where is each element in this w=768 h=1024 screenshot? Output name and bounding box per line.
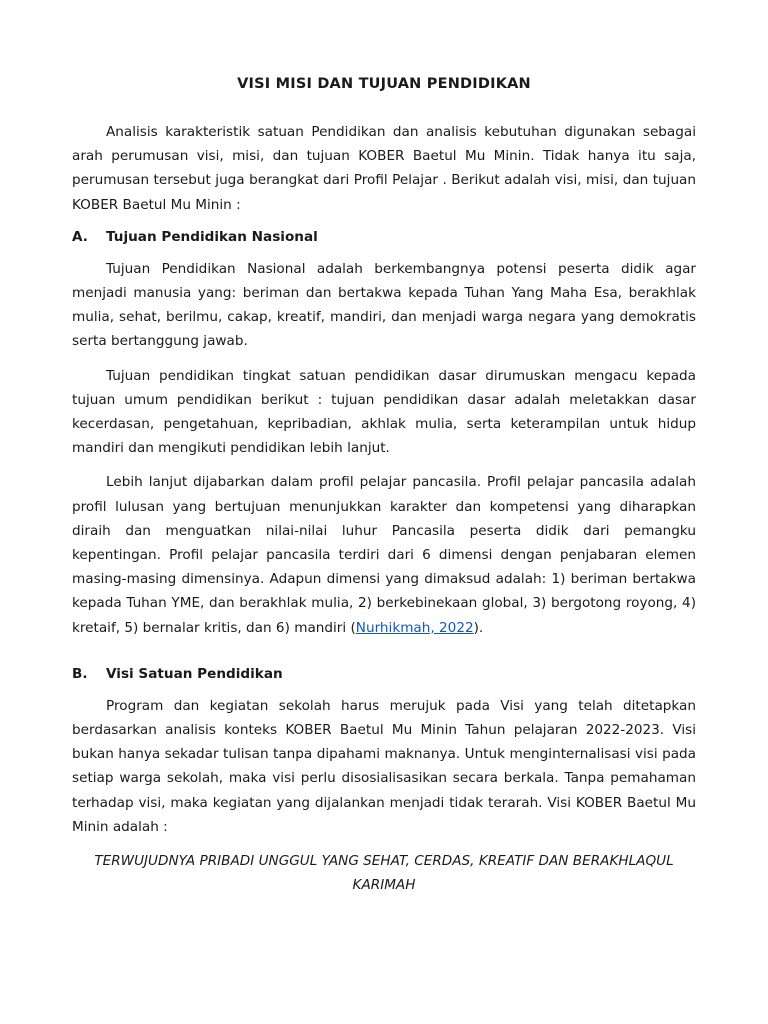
section-a-paragraph-2: Tujuan pendidikan tingkat satuan pendidikan dasar dirumuskan mengacu kepada tujuan umum pendidikan berikut : tujuan pendidikan dasar adalah meletakkan dasar kecerdasan, pengetahuan, kepribadian, akhlak mulia, serta keterampilan untuk hidup mandiri dan mengikuti pendidikan lebih lanjut.: [72, 367, 696, 457]
vision-statement: TERWUJUDNYA PRIBADI UNGGUL YANG SEHAT, CERDAS, KREATIF DAN BERAKHLAQUL KARIMAH: [94, 853, 674, 894]
section-a-heading: [72, 227, 696, 247]
section-a-letter: A.: [72, 228, 88, 245]
section-a-title: Tujuan Pendidikan Nasional: [106, 228, 318, 245]
intro-paragraph: Analisis karakteristik satuan Pendidikan dan analisis kebutuhan digunakan sebagai arah perumusan visi, misi, dan tujuan KOBER Baetul Mu Minin. Tidak hanya itu saja, perumusan tersebut juga berangkat dari Profil Pelajar . Berikut adalah visi, misi, dan tujuan KOBER Baetul Mu Minin :: [72, 124, 696, 213]
page-title: VISI MISI DAN TUJUAN PENDIDIKAN: [237, 76, 531, 92]
section-b-paragraph-1: Program dan kegiatan sekolah harus merujuk pada Visi yang telah ditetapkan berdasarkan analisis konteks KOBER Baetul Mu Minin Tahun pelajaran 2022-2023. Visi bukan hanya sekadar tulisan tanpa dipahami maknanya. Untuk menginternalisasi visi pada setiap warga sekolah, maka visi perlu disosialisasikan secara berkala. Tanpa pemahaman terhadap visi, maka kegiatan yang dijalankan menjadi tidak terarah. Visi KOBER Baetul Mu Minin adalah :: [72, 697, 696, 835]
section-a-paragraph-3-end: ).: [473, 619, 484, 636]
section-b-title: Visi Satuan Pendidikan: [106, 665, 283, 682]
document-page: [72, 74, 696, 897]
section-a-paragraph-1: Tujuan Pendidikan Nasional adalah berkembangnya potensi peserta didik agar menjadi manusia yang: beriman dan bertakwa kepada Tuhan Yang Maha Esa, berakhlak mulia, sehat, berilmu, cakap, kreatif, mandiri, dan menjadi warga negara yang demokratis serta bertanggung jawab.: [72, 260, 696, 350]
section-a-paragraph-3-text: Lebih lanjut dijabarkan dalam profil pelajar pancasila. Profil pelajar pancasila adalah profil lulusan yang bertujuan menunjukkan karakter dan kompetensi yang diharapkan diraih dan menguatkan nilai-nilai luhur Pancasila peserta didik dari pemangku kepentingan. Profil pelajar pancasila terdiri dari 6 dimensi dengan penjabaran elemen masing-masing dimensinya. Adapun dimensi yang dimaksud adalah: 1) beriman bertakwa kepada Tuhan YME, dan berakhlak mulia, 2) berkebinekaan global, 3) bergotong royong, 4) kretaif, 5) bernalar kritis, dan 6) mandiri (: [72, 474, 696, 636]
spacer: [72, 650, 696, 664]
citation-link[interactable]: Nurhikmah, 2022: [355, 619, 474, 636]
section-b-letter: B.: [72, 665, 88, 682]
section-b-heading: [72, 664, 696, 684]
section-a-paragraph-3: [72, 470, 696, 639]
